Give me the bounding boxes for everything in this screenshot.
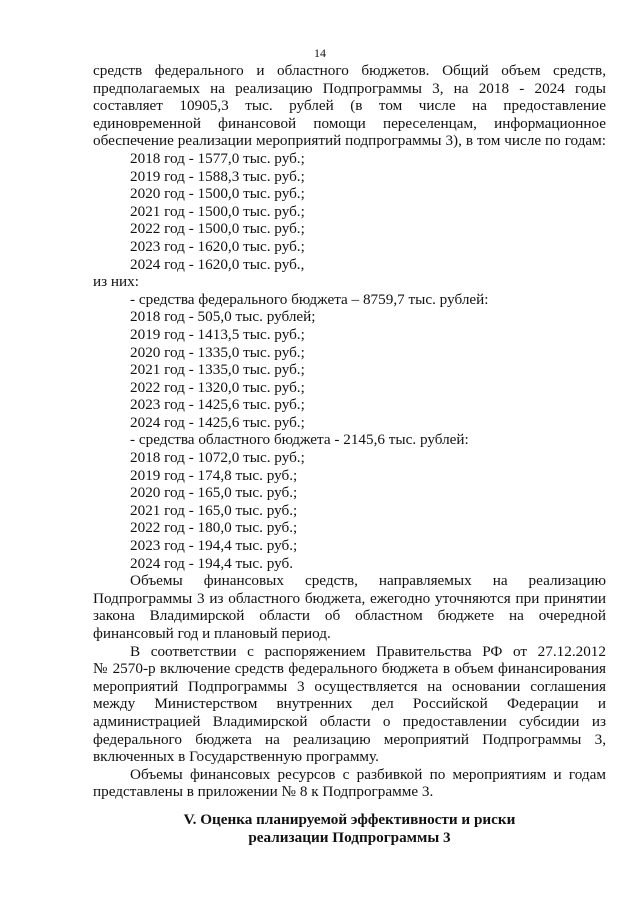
regional-budget-header: - средства областного бюджета - 2145,6 тыс. рублей:	[130, 431, 469, 449]
year-amount-item: 2022 год - 180,0 тыс. руб.;	[130, 519, 298, 537]
year-amount-item: 2024 год - 194,4 тыс. руб.	[130, 554, 294, 572]
text-line: между Министерством внутренних дел Российской Федерации и	[93, 695, 606, 713]
document-body	[93, 62, 606, 801]
text-line: № 2570-р включение средств федерального бюджета в объем финансирования	[93, 660, 606, 678]
year-amount-item: 2021 год - 1500,0 тыс. руб.;	[130, 202, 305, 220]
text-line: средств федерального и областного бюджетов. Общий объем средств,	[93, 62, 606, 79]
year-amount-item: 2019 год - 1588,3 тыс. руб.;	[130, 167, 305, 185]
text-line: единовременной финансовой помощи переселенцам, информационное	[93, 114, 606, 132]
text-line: закона Владимирской области об областном бюджете на очередной	[93, 607, 606, 625]
text-line: Подпрограммы 3 из областного бюджета, ежегодно уточняются при принятии	[93, 589, 606, 607]
text-line: составляет 10905,3 тыс. рублей (в том числе на предоставление	[93, 97, 606, 115]
year-amount-item: 2018 год - 505,0 тыс. рублей;	[130, 308, 316, 326]
page-number: 14	[314, 46, 326, 60]
text-line: представлены в приложении № 8 к Подпрограмме 3.	[93, 783, 434, 801]
year-amount-item: 2022 год - 1320,0 тыс. руб.;	[130, 378, 305, 396]
year-amount-item: 2024 год - 1425,6 тыс. руб.;	[130, 413, 305, 431]
year-amount-item: 2020 год - 1335,0 тыс. руб.;	[130, 343, 305, 361]
order-paragraph	[93, 643, 606, 766]
year-amount-item: 2024 год - 1620,0 тыс. руб.,	[130, 255, 305, 273]
year-amount-item: 2022 год - 1500,0 тыс. руб.;	[130, 220, 305, 238]
text-line: предполагаемых на реализацию Подпрограммы 3, на 2018 - 2024 годы	[93, 79, 606, 97]
text-line: федерального бюджета на реализацию мероприятий Подпрограммы 3,	[93, 730, 606, 748]
text-line: администрацией Владимирской области о предоставлении субсидии из	[93, 712, 606, 730]
total-by-year-list	[93, 150, 606, 273]
heading-line: реализации Подпрограммы 3	[248, 829, 451, 846]
federal-budget-section	[93, 291, 606, 432]
heading-line: V. Оценка планируемой эффективности и риски	[183, 811, 516, 828]
text-line: Объемы финансовых средств, направляемых на реализацию	[130, 572, 606, 590]
year-amount-item: 2020 год - 1500,0 тыс. руб.;	[130, 185, 305, 203]
federal-budget-header: - средства федерального бюджета – 8759,7 тыс. рублей:	[130, 290, 489, 308]
section-heading	[93, 811, 606, 847]
year-amount-item: 2021 год - 1335,0 тыс. руб.;	[130, 361, 305, 379]
year-amount-item: 2023 год - 1425,6 тыс. руб.;	[130, 396, 305, 414]
appendix-paragraph	[93, 766, 606, 801]
year-amount-item: 2023 год - 1620,0 тыс. руб.;	[130, 237, 305, 255]
text-line: включенных в Государственную программу.	[93, 748, 379, 766]
of-which-label: из них:	[93, 273, 139, 291]
text-line: Объемы финансовых ресурсов с разбивкой по мероприятиям и годам	[130, 765, 606, 783]
text-line: В соответствии с распоряжением Правительства РФ от 27.12.2012	[130, 642, 606, 660]
year-amount-item: 2020 год - 165,0 тыс. руб.;	[130, 484, 298, 502]
volumes-paragraph	[93, 572, 606, 642]
intro-paragraph	[93, 62, 606, 150]
text-line: обеспечение реализации мероприятий подпрограммы 3), в том числе по годам:	[93, 132, 606, 150]
year-amount-item: 2018 год - 1577,0 тыс. руб.;	[130, 149, 305, 167]
year-amount-item: 2019 год - 1413,5 тыс. руб.;	[130, 325, 305, 343]
year-amount-item: 2019 год - 174,8 тыс. руб.;	[130, 466, 298, 484]
text-line: мероприятий Подпрограммы 3 осуществляется на основании соглашения	[93, 677, 606, 695]
text-line: финансовый год и плановый период.	[93, 625, 331, 642]
regional-budget-section	[93, 431, 606, 572]
year-amount-item: 2021 год - 165,0 тыс. руб.;	[130, 501, 298, 519]
year-amount-item: 2023 год - 194,4 тыс. руб.;	[130, 537, 298, 555]
year-amount-item: 2018 год - 1072,0 тыс. руб.;	[130, 449, 305, 467]
